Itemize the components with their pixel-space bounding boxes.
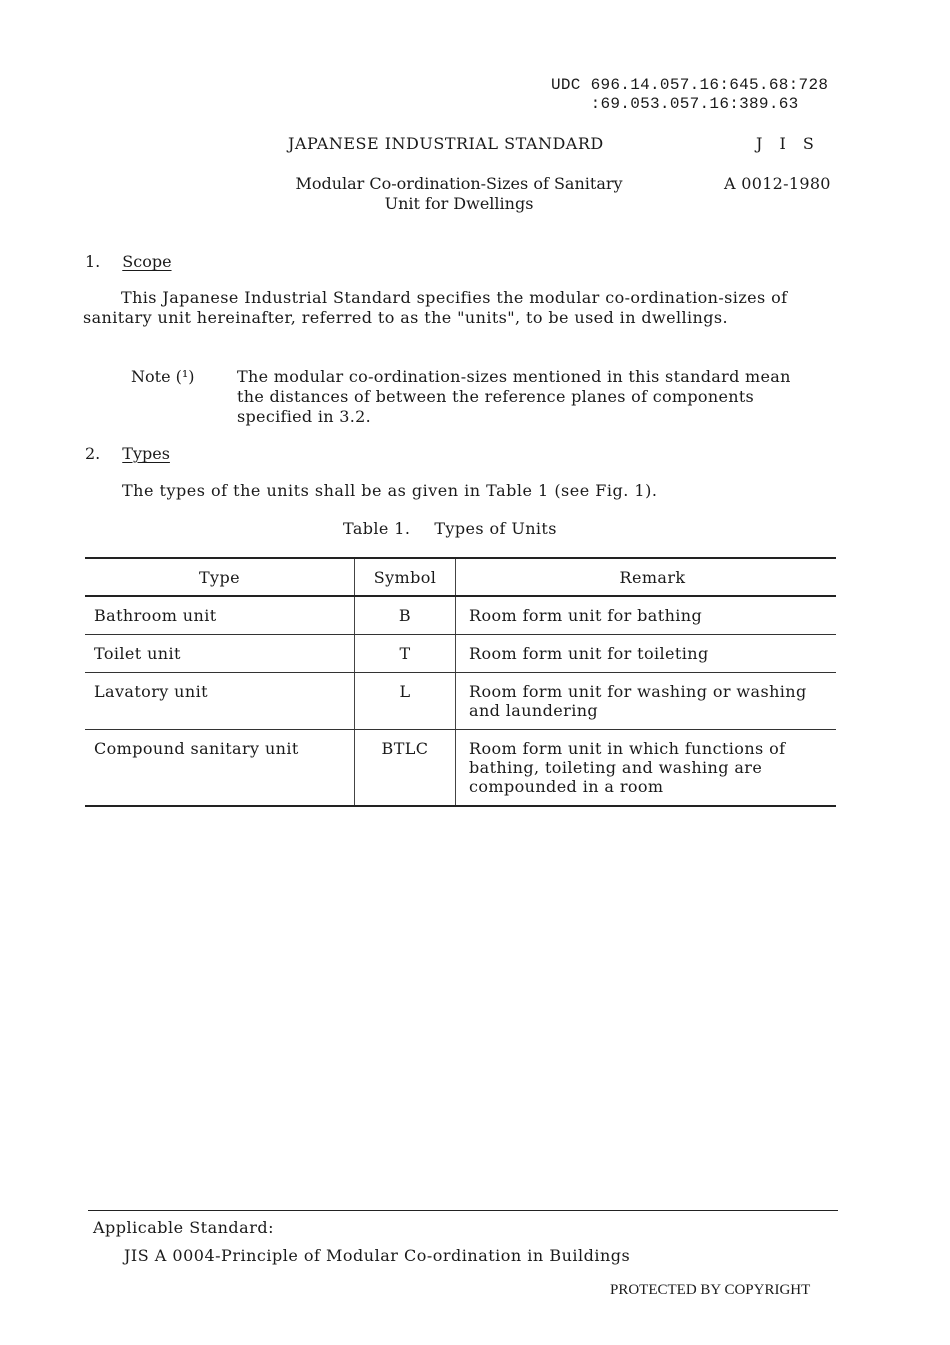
table-row bbox=[85, 596, 836, 635]
cell-type: Bathroom unit bbox=[85, 596, 355, 635]
cell-type: Compound sanitary unit bbox=[85, 730, 355, 807]
cell-remark: Room form unit for bathing bbox=[456, 596, 837, 635]
table-caption-number: Table 1. bbox=[343, 519, 411, 538]
udc-line-1: UDC 696.14.057.16:645.68:728 bbox=[551, 76, 829, 94]
title-line-1: Modular Co-ordination-Sizes of Sanitary bbox=[295, 174, 623, 193]
section-heading-scope bbox=[85, 252, 172, 271]
header-symbol: Symbol bbox=[355, 558, 456, 596]
jis-label: J I S bbox=[756, 134, 820, 153]
cell-remark: Room form unit in which functions of bathing, toileting and washing are compounded in a room bbox=[456, 730, 837, 807]
scope-paragraph: This Japanese Industrial Standard specifies the modular co-ordination-sizes of sanitary unit hereinafter, referred to as the "units", to be used in dwellings. bbox=[83, 288, 788, 327]
cell-remark: Room form unit for toileting bbox=[456, 635, 837, 673]
section-heading-types bbox=[85, 444, 170, 463]
applicable-standard-item: JIS A 0004-Principle of Modular Co-ordination in Buildings bbox=[124, 1246, 631, 1265]
table-row bbox=[85, 635, 836, 673]
types-paragraph: The types of the units shall be as given in Table 1 (see Fig. 1). bbox=[122, 481, 658, 500]
cell-type: Lavatory unit bbox=[85, 673, 355, 730]
udc-line-2: :69.053.057.16:389.63 bbox=[551, 95, 799, 113]
cell-symbol: L bbox=[355, 673, 456, 730]
header-remark: Remark bbox=[456, 558, 837, 596]
section-number: 2. bbox=[85, 444, 101, 463]
note-label: Note (¹) bbox=[131, 367, 195, 386]
footer-divider bbox=[88, 1210, 838, 1211]
cell-remark: Room form unit for washing or washing and laundering bbox=[456, 673, 837, 730]
note-text: The modular co-ordination-sizes mentioned in this standard mean the distances of between the reference planes of components specified in 3.2. bbox=[237, 367, 791, 426]
copyright-notice: PROTECTED BY COPYRIGHT bbox=[610, 1282, 811, 1298]
cell-symbol: BTLC bbox=[355, 730, 456, 807]
section-title: Scope bbox=[122, 252, 172, 271]
cell-symbol: T bbox=[355, 635, 456, 673]
types-of-units-table bbox=[85, 557, 836, 807]
section-title: Types bbox=[122, 444, 170, 463]
table-caption-title: Types of Units bbox=[434, 519, 557, 538]
table-row bbox=[85, 673, 836, 730]
applicable-standard-label: Applicable Standard: bbox=[93, 1218, 274, 1237]
section-number: 1. bbox=[85, 252, 101, 271]
table-caption bbox=[343, 519, 557, 538]
title-line-2: Unit for Dwellings bbox=[384, 194, 534, 213]
table-header-row bbox=[85, 558, 836, 596]
standard-name: JAPANESE INDUSTRIAL STANDARD bbox=[288, 134, 604, 153]
table-row bbox=[85, 730, 836, 807]
cell-type: Toilet unit bbox=[85, 635, 355, 673]
header-type: Type bbox=[85, 558, 355, 596]
standard-number: A 0012-1980 bbox=[724, 174, 831, 193]
document-title bbox=[270, 174, 648, 214]
cell-symbol: B bbox=[355, 596, 456, 635]
udc-classification bbox=[551, 76, 828, 114]
